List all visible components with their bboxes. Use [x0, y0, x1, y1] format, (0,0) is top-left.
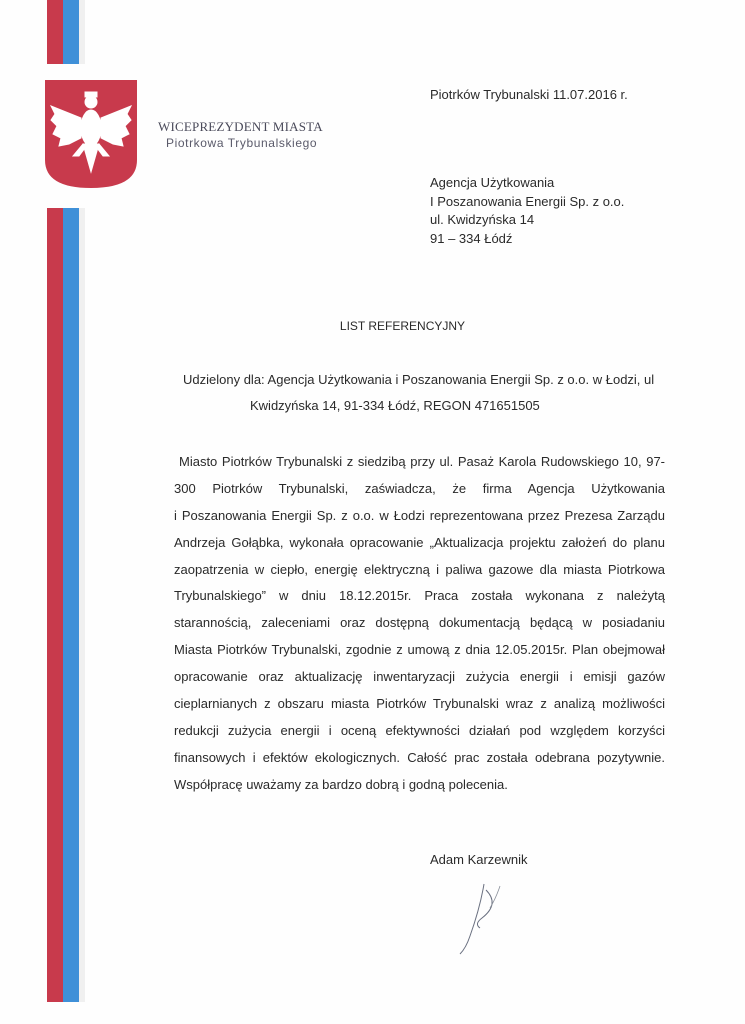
eagle-emblem	[45, 80, 137, 188]
document-title: LIST REFERENCYJNY	[339, 319, 466, 333]
handwritten-signature	[440, 878, 520, 958]
top-blue-stripe	[63, 0, 79, 64]
body-line: Współpracę uważamy za bardzo dobrą i godną polecenia.	[174, 776, 508, 792]
recipient-line: Agencja Użytkowania	[430, 175, 555, 190]
body-line: Miasta Piotrków Trybunalski, zgodnie z umową z dnia 12.05.2015r. Plan obejmował	[174, 642, 665, 658]
granted-to-line: Udzielony dla: Agencja Użytkowania i Poszanowania Energii Sp. z o.o. w Łodzi, ul	[183, 372, 655, 387]
body-line: 300 Piotrków Trybunalski, zaświadcza, że firma Agencja Użytkowania	[174, 480, 665, 496]
body-line: zaopatrzenia w ciepło, energię elektryczną i paliwa gazowe dla miasta Piotrkowa	[174, 561, 665, 577]
granted-to-line: Kwidzyńska 14, 91-334 Łódź, REGON 471651505	[250, 398, 540, 413]
body-line: cieplarnianych z obszaru miasta Piotrków Trybunalski wraz z analizą możliwości	[174, 696, 665, 712]
body-line: i Poszanowania Energii Sp. z o.o. w Łodzi reprezentowana przez Prezesa Zarządu	[174, 507, 665, 523]
letter-date: Piotrków Trybunalski 11.07.2016 r.	[430, 87, 628, 102]
body-line: Trybunalskiego” w dniu 18.12.2015r. Praca została wykonana z należytą	[174, 588, 665, 604]
signer-name: Adam Karzewnik	[430, 852, 528, 867]
recipient-line: 91 – 334 Łódź	[430, 230, 513, 246]
body-line: Miasto Piotrków Trybunalski z siedzibą przy ul. Pasaż Karola Rudowskiego 10, 97-	[179, 454, 665, 469]
body-line: finansowych i efektów ekologicznych. Całość prac została odebrana pozytywnie.	[174, 749, 665, 765]
body-line: opracowanie oraz aktualizację inwentaryzacji zużycia energii i emisji gazów	[174, 669, 665, 685]
top-gray-stripe	[79, 0, 85, 64]
recipient-line: ul. Kwidzyńska 14	[430, 212, 535, 227]
body-line: redukcji zużycia energii i oceną efektywności działań pod względem korzyści	[174, 722, 665, 738]
body-line: Andrzeja Gołąbka, wykonała opracowanie „Aktualizacja projektu założeń do planu	[174, 534, 665, 550]
city-name: Piotrkowa Trybunalskiego	[166, 136, 318, 150]
recipient-line: I Poszanowania Energii Sp. z o.o.	[430, 193, 625, 209]
top-red-stripe	[47, 0, 63, 64]
recipient-address	[430, 174, 624, 248]
letter-body	[174, 449, 665, 799]
body-line: starannością, zaleceniami oraz dostępną dokumentacją będącą w posiadaniu	[174, 615, 665, 631]
office-title: WICEPREZYDENT MIASTA	[158, 119, 323, 134]
